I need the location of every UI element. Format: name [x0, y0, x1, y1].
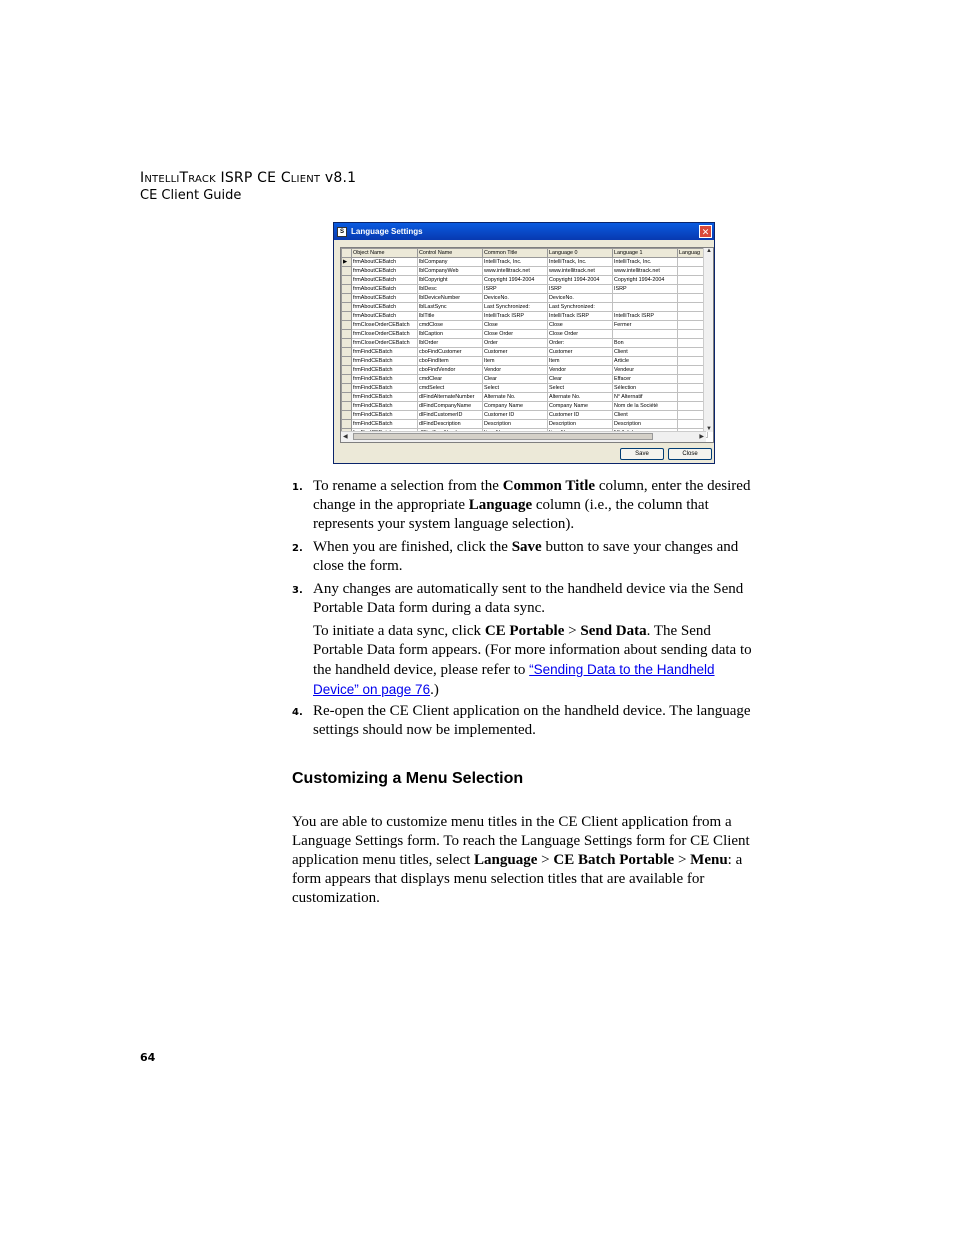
- table-cell[interactable]: cboFindItem: [418, 357, 483, 366]
- table-cell[interactable]: dlFindCompanyName: [418, 402, 483, 411]
- table-cell[interactable]: frmFindCEBatch: [352, 402, 418, 411]
- table-row[interactable]: [342, 303, 708, 312]
- table-cell[interactable]: lblCompanyWeb: [418, 267, 483, 276]
- app-icon: S: [337, 227, 347, 237]
- row-selector[interactable]: [342, 276, 352, 285]
- table-cell[interactable]: Bon: [613, 339, 678, 348]
- table-cell[interactable]: DeviceNo.: [548, 294, 613, 303]
- dialog-title: Language Settings: [351, 227, 423, 236]
- header-part: Intelli: [140, 170, 180, 186]
- table-cell[interactable]: www.intellitrack.net: [548, 267, 613, 276]
- table-row[interactable]: [342, 393, 708, 402]
- table-cell[interactable]: Nom de la Société: [613, 402, 678, 411]
- table-cell[interactable]: Customer: [483, 348, 548, 357]
- table-cell[interactable]: Select: [548, 384, 613, 393]
- table-row[interactable]: [342, 411, 708, 420]
- table-cell[interactable]: DeviceNo.: [483, 294, 548, 303]
- text-run: You are able to customize menu titles in the CE Client application from a Language Settings form. To reach the Language Settings form for CE Client application menu titles, select: [292, 814, 750, 868]
- vertical-scrollbar[interactable]: [703, 248, 713, 432]
- section-heading: Customizing a Menu Selection: [292, 770, 524, 787]
- table-cell[interactable]: Alternate No.: [483, 393, 548, 402]
- table-cell[interactable]: lblOrder: [418, 339, 483, 348]
- column-header[interactable]: Language 1: [613, 249, 678, 258]
- close-icon[interactable]: ✕: [699, 225, 712, 238]
- column-header[interactable]: Control Name: [418, 249, 483, 258]
- text-run: . The Send Portable Data form appears. (For more information about sending data to the handheld device, please refer to: [313, 623, 752, 678]
- step-3-detail: [313, 622, 763, 700]
- table-cell[interactable]: [613, 294, 678, 303]
- table-cell[interactable]: Clear: [483, 375, 548, 384]
- step-number: 3.: [292, 585, 303, 596]
- table-cell[interactable]: frmFindCEBatch: [352, 375, 418, 384]
- text-run: When you are finished, click the: [313, 539, 512, 555]
- table-cell[interactable]: Close: [548, 321, 613, 330]
- table-cell[interactable]: IntelliTrack ISRP: [483, 312, 548, 321]
- scroll-down-icon[interactable]: ▼: [706, 426, 712, 432]
- table-cell[interactable]: Order: [483, 339, 548, 348]
- table-cell[interactable]: lblDeviceNumber: [418, 294, 483, 303]
- table-cell[interactable]: lblLastSync: [418, 303, 483, 312]
- table-cell[interactable]: frmAboutCEBatch: [352, 303, 418, 312]
- dialog-titlebar: [334, 223, 714, 240]
- table-cell[interactable]: cmdSelect: [418, 384, 483, 393]
- column-header[interactable]: Language 0: [548, 249, 613, 258]
- table-cell[interactable]: Copyright 1994-2004: [613, 276, 678, 285]
- bold-run: CE Batch Portable: [553, 852, 675, 868]
- table-cell[interactable]: frmCloseOrderCEBatch: [352, 321, 418, 330]
- table-cell[interactable]: cmdClear: [418, 375, 483, 384]
- text-run: column, enter the desired change in the appropriate: [313, 478, 751, 513]
- text-run: To initiate a data sync, click: [313, 623, 485, 639]
- table-row[interactable]: [342, 330, 708, 339]
- step-2: [292, 538, 762, 576]
- table-cell[interactable]: Close Order: [548, 330, 613, 339]
- table-cell[interactable]: cmdClose: [418, 321, 483, 330]
- table-cell[interactable]: Copyright 1994-2004: [483, 276, 548, 285]
- table-cell[interactable]: frmAboutCEBatch: [352, 294, 418, 303]
- table-cell[interactable]: frmFindCEBatch: [352, 420, 418, 429]
- table-cell[interactable]: IntelliTrack, Inc.: [483, 258, 548, 267]
- column-header[interactable]: Object Name: [352, 249, 418, 258]
- table-row[interactable]: [342, 258, 708, 267]
- table-cell[interactable]: www.intellitrack.net: [483, 267, 548, 276]
- language-grid[interactable]: [340, 247, 714, 443]
- table-row[interactable]: [342, 285, 708, 294]
- table-cell[interactable]: Client: [613, 348, 678, 357]
- step-number: 2.: [292, 543, 303, 554]
- table-cell[interactable]: dlFindAlternateNumber: [418, 393, 483, 402]
- save-button[interactable]: Save: [620, 448, 664, 460]
- table-cell[interactable]: Customer ID: [483, 411, 548, 420]
- row-selector[interactable]: [342, 348, 352, 357]
- language-settings-dialog: [333, 222, 715, 464]
- cross-reference-link[interactable]: “Sending Data to the Handheld Device” on page 76: [313, 662, 715, 697]
- table-row[interactable]: [342, 357, 708, 366]
- table-row[interactable]: [342, 402, 708, 411]
- row-selector[interactable]: [342, 321, 352, 330]
- table-cell[interactable]: frmCloseOrderCEBatch: [352, 330, 418, 339]
- scroll-up-icon[interactable]: ▲: [706, 248, 712, 254]
- table-cell[interactable]: [613, 330, 678, 339]
- step-text: [313, 477, 762, 534]
- page-number: 64: [140, 1051, 156, 1064]
- table-cell[interactable]: frmAboutCEBatch: [352, 276, 418, 285]
- table-cell[interactable]: ISRP: [613, 285, 678, 294]
- table-cell[interactable]: Order:: [548, 339, 613, 348]
- table-cell[interactable]: frmCloseOrderCEBatch: [352, 339, 418, 348]
- table-cell[interactable]: Copyright 1994-2004: [548, 276, 613, 285]
- row-selector[interactable]: [342, 303, 352, 312]
- row-selector[interactable]: [342, 393, 352, 402]
- table-row[interactable]: [342, 366, 708, 375]
- row-selector[interactable]: [342, 411, 352, 420]
- header-part: Track: [179, 170, 216, 186]
- table-row[interactable]: [342, 267, 708, 276]
- row-selector[interactable]: [342, 330, 352, 339]
- table-cell[interactable]: frmFindCEBatch: [352, 357, 418, 366]
- row-selector[interactable]: [342, 375, 352, 384]
- table-row[interactable]: [342, 420, 708, 429]
- table-cell[interactable]: Last Synchronized:: [548, 303, 613, 312]
- table-cell[interactable]: Close Order: [483, 330, 548, 339]
- table-cell[interactable]: frmAboutCEBatch: [352, 267, 418, 276]
- column-header[interactable]: Languag: [678, 249, 708, 258]
- table-cell[interactable]: Vendor: [483, 366, 548, 375]
- row-selector[interactable]: ▶: [342, 258, 352, 267]
- table-cell[interactable]: frmAboutCEBatch: [352, 312, 418, 321]
- text-run: button to save your changes and close the form.: [313, 539, 739, 574]
- table-cell[interactable]: Effacer: [613, 375, 678, 384]
- step-text: Any changes are automatically sent to the handheld device via the Send Portable Data form during a data sync.: [313, 581, 744, 616]
- table-cell[interactable]: frmFindCEBatch: [352, 384, 418, 393]
- bold-run: Language: [474, 852, 538, 868]
- bold-run: CE Portable: [484, 623, 565, 639]
- scrollbar-thumb[interactable]: [353, 433, 653, 440]
- row-selector[interactable]: [342, 294, 352, 303]
- bold-run: Common Title: [502, 478, 596, 494]
- text-run: >: [674, 852, 691, 868]
- table-row[interactable]: [342, 375, 708, 384]
- table-cell[interactable]: frmAboutCEBatch: [352, 258, 418, 267]
- row-selector[interactable]: [342, 357, 352, 366]
- table-cell[interactable]: Item: [483, 357, 548, 366]
- table-cell[interactable]: Description: [613, 420, 678, 429]
- table-cell[interactable]: lblTitle: [418, 312, 483, 321]
- table-row[interactable]: [342, 384, 708, 393]
- table-cell[interactable]: lblDesc: [418, 285, 483, 294]
- language-table: [341, 248, 708, 438]
- table-cell[interactable]: Client: [613, 411, 678, 420]
- text-run: >: [537, 852, 554, 868]
- table-cell[interactable]: www.intellitrack.net: [613, 267, 678, 276]
- header-part: Client: [280, 170, 321, 186]
- section-body: [292, 813, 762, 908]
- table-cell[interactable]: frmFindCEBatch: [352, 393, 418, 402]
- table-header-row: [342, 249, 708, 258]
- close-button[interactable]: Close: [668, 448, 712, 460]
- table-cell[interactable]: IntelliTrack, Inc.: [613, 258, 678, 267]
- step-text: Re-open the CE Client application on the handheld device. The language settings should now be implemented.: [313, 703, 751, 738]
- table-cell[interactable]: Customer: [548, 348, 613, 357]
- row-selector-header: [342, 249, 352, 258]
- text-run: column (i.e., the column that represents your system language selection).: [313, 497, 709, 532]
- table-cell[interactable]: Fermer: [613, 321, 678, 330]
- table-cell[interactable]: lblCompany: [418, 258, 483, 267]
- table-row[interactable]: [342, 348, 708, 357]
- table-cell[interactable]: Last Synchronized:: [483, 303, 548, 312]
- horizontal-scrollbar[interactable]: [341, 431, 706, 442]
- bold-run: Language: [468, 497, 533, 513]
- table-cell[interactable]: Clear: [548, 375, 613, 384]
- table-cell[interactable]: lblCopyright: [418, 276, 483, 285]
- table-cell[interactable]: frmFindCEBatch: [352, 366, 418, 375]
- table-cell[interactable]: Select: [483, 384, 548, 393]
- table-cell[interactable]: IntelliTrack ISRP: [548, 312, 613, 321]
- text-run: .): [430, 682, 439, 698]
- table-row[interactable]: [342, 294, 708, 303]
- table-cell[interactable]: Vendeur: [613, 366, 678, 375]
- text-run: >: [564, 623, 581, 639]
- table-cell[interactable]: Description: [483, 420, 548, 429]
- row-selector[interactable]: [342, 339, 352, 348]
- table-cell[interactable]: Close: [483, 321, 548, 330]
- step-1: [292, 477, 762, 534]
- running-header-subtitle: CE Client Guide: [140, 188, 242, 203]
- bold-run: Menu: [690, 852, 728, 868]
- table-cell[interactable]: Company Name: [483, 402, 548, 411]
- step-number: 1.: [292, 482, 303, 493]
- header-part: ISRP CE: [215, 170, 281, 186]
- row-selector[interactable]: [342, 366, 352, 375]
- table-row[interactable]: [342, 321, 708, 330]
- table-cell[interactable]: dlFindCustomerID: [418, 411, 483, 420]
- scroll-right-icon[interactable]: ▶: [699, 434, 704, 440]
- table-cell[interactable]: dlFindDescription: [418, 420, 483, 429]
- step-4: [292, 702, 762, 740]
- table-cell[interactable]: Customer ID: [548, 411, 613, 420]
- table-cell[interactable]: Article: [613, 357, 678, 366]
- scroll-left-icon[interactable]: ◀: [343, 434, 348, 440]
- table-cell[interactable]: Company Name: [548, 402, 613, 411]
- table-cell[interactable]: N° Alternatif: [613, 393, 678, 402]
- text-run: To rename a selection from the: [313, 478, 503, 494]
- step-3: [292, 580, 762, 618]
- table-cell[interactable]: Vendor: [548, 366, 613, 375]
- row-selector[interactable]: [342, 312, 352, 321]
- table-cell[interactable]: cboFindCustomer: [418, 348, 483, 357]
- row-selector[interactable]: [342, 285, 352, 294]
- table-cell[interactable]: ISRP: [548, 285, 613, 294]
- table-cell[interactable]: IntelliTrack, Inc.: [548, 258, 613, 267]
- running-header-title: [140, 170, 356, 186]
- step-text: [313, 538, 762, 576]
- step-number: 4.: [292, 707, 303, 718]
- table-row[interactable]: [342, 276, 708, 285]
- table-cell[interactable]: ISRP: [483, 285, 548, 294]
- table-row[interactable]: [342, 339, 708, 348]
- table-cell[interactable]: Sélection: [613, 384, 678, 393]
- table-cell[interactable]: frmFindCEBatch: [352, 411, 418, 420]
- table-cell[interactable]: Item: [548, 357, 613, 366]
- header-part: v8.1: [320, 170, 357, 186]
- text-run: : a form appears that displays menu selection titles that are available for customization.: [292, 852, 743, 906]
- row-selector[interactable]: [342, 420, 352, 429]
- table-body: [342, 258, 708, 438]
- row-selector[interactable]: [342, 402, 352, 411]
- table-cell[interactable]: Description: [548, 420, 613, 429]
- column-header[interactable]: Common Title: [483, 249, 548, 258]
- table-cell[interactable]: IntelliTrack ISRP: [613, 312, 678, 321]
- table-cell[interactable]: frmFindCEBatch: [352, 348, 418, 357]
- bold-run: Save: [511, 539, 542, 555]
- table-cell[interactable]: cboFindVendor: [418, 366, 483, 375]
- table-row[interactable]: [342, 312, 708, 321]
- bold-run: Send Data: [580, 623, 647, 639]
- table-cell[interactable]: lblCaption: [418, 330, 483, 339]
- row-selector[interactable]: [342, 384, 352, 393]
- table-cell[interactable]: [613, 303, 678, 312]
- row-selector[interactable]: [342, 267, 352, 276]
- table-cell[interactable]: frmAboutCEBatch: [352, 285, 418, 294]
- table-cell[interactable]: Alternate No.: [548, 393, 613, 402]
